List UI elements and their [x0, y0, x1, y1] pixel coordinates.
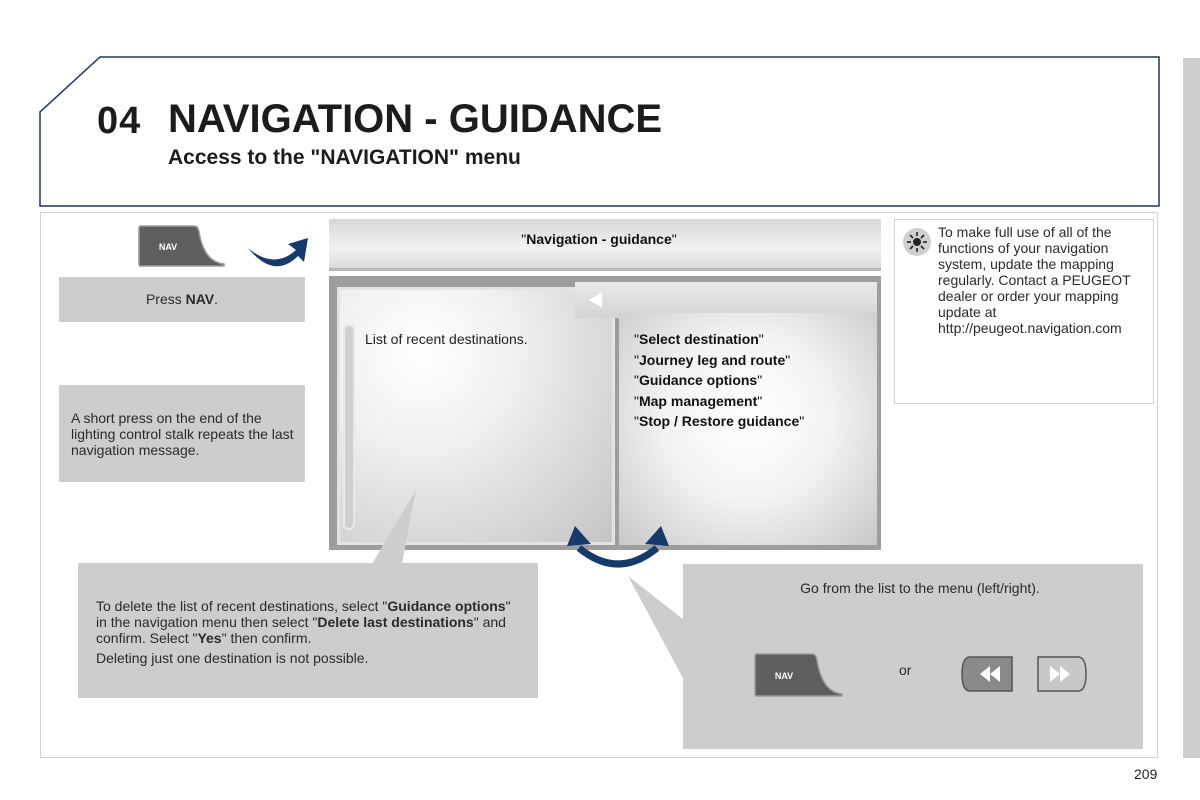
screen-title: "Navigation - guidance": [521, 231, 677, 247]
nav-button-label: NAV: [158, 242, 178, 252]
menu-item-select-destination[interactable]: "Select destination": [634, 331, 764, 347]
menu-item-stop-restore[interactable]: "Stop / Restore guidance": [634, 413, 805, 429]
list-menu-switch-text: Go from the list to the menu (left/right).: [800, 580, 1040, 596]
delete-destinations-note: To delete the list of recent destinations, select "Guidance options" in the navigation menu then select "Delete last destinations" and confirm. Select "Yes" then confirm. Deleting just one destination is not possible.: [78, 563, 538, 698]
tip-text: To make full use of all of the functions of your navigation system, update the mapping regularly. Contact a PEUGEOT dealer or order your mapping update at http://peugeot.navigation.com: [938, 224, 1131, 336]
nav-button-label-2: NAV: [774, 671, 794, 681]
page-subtitle: Access to the "NAVIGATION" menu: [168, 146, 521, 169]
press-prefix: Press: [145, 291, 186, 307]
nav-button-illustration-2: [754, 652, 844, 698]
seek-back-button: [962, 657, 1012, 691]
menu-item-guidance-options[interactable]: "Guidance options": [634, 372, 763, 388]
press-suffix: .: [214, 291, 219, 307]
chapter-number: 04: [97, 100, 142, 142]
page-number: 209: [1134, 766, 1158, 782]
or-label: or: [899, 662, 912, 678]
seek-buttons: [960, 655, 1090, 693]
press-key: NAV: [185, 291, 215, 307]
seek-forward-button: [1038, 657, 1086, 691]
recent-destinations-text: List of recent destinations.: [365, 331, 528, 347]
lightbulb-icon: [903, 228, 931, 256]
menu-item-journey-leg[interactable]: "Journey leg and route": [634, 351, 791, 368]
menu-item-map-management[interactable]: "Map management": [634, 392, 763, 409]
stalk-note: A short press on the end of the lighting control stalk repeats the last navigation message.: [59, 385, 305, 482]
page-title: NAVIGATION - GUIDANCE: [168, 97, 663, 141]
